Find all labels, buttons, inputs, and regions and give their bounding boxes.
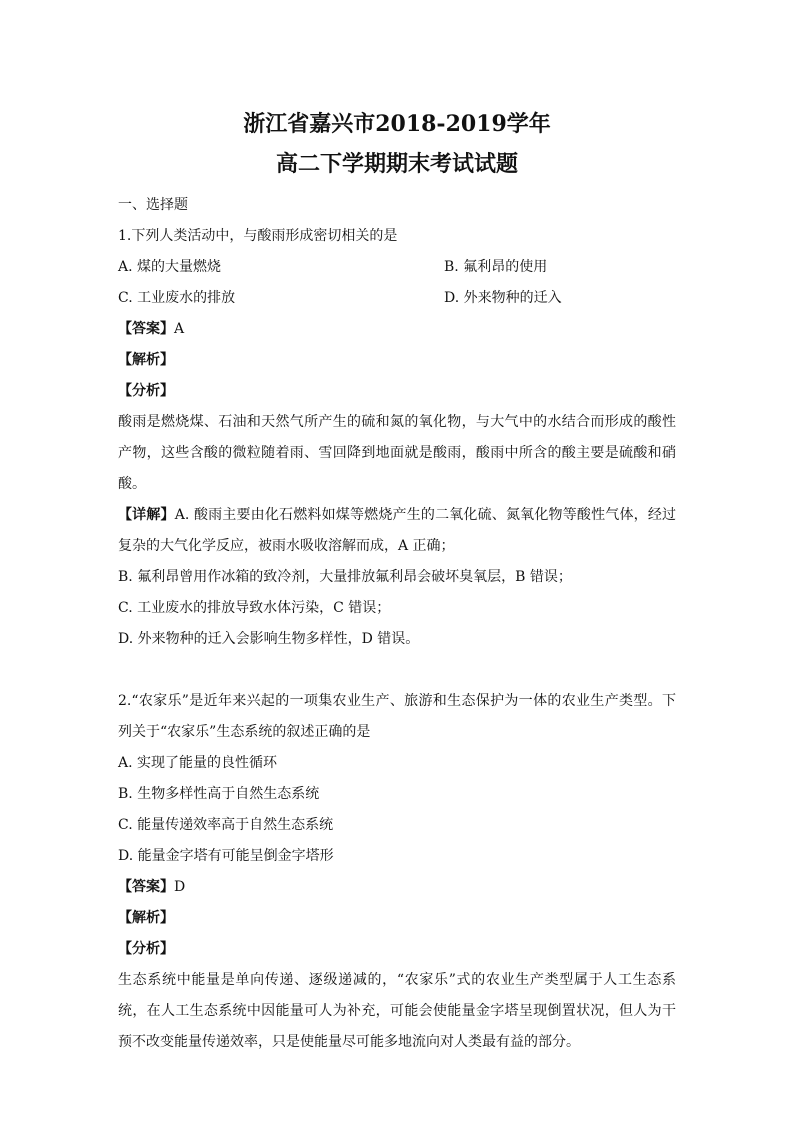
section-heading: 一、选择题 [118, 197, 188, 213]
q2-stem: 2.“农家乐”是近年来兴起的一项集农业生产、旅游和生态保护为一体的农业生产类型。下列关于“农家乐”生态系统的叙述正确的是 [118, 693, 676, 740]
q2-answer [118, 872, 676, 903]
q1-option-c: C. 工业废水的排放 [118, 290, 236, 306]
q1-option-b: B. 氟利昂的使用 [444, 259, 548, 275]
spacer [118, 655, 676, 686]
q1-stem: 1.下列人类活动中，与酸雨形成密切相关的是 [118, 228, 398, 244]
q1-option-a: A. 煤的大量燃烧 [118, 259, 222, 275]
q1-answer-label: 【答案】 [118, 321, 174, 337]
q2-option-d: D. 能量金字塔有可能呈倒金字塔形 [118, 848, 334, 864]
q1-detail-label: 【详解】 [118, 507, 175, 523]
q1-answer-value: A [174, 321, 185, 337]
q2-fenxi-text: 生态系统中能量是单向传递、逐级递减的，“农家乐”式的农业生产类型属于人工生态系统，在人工生态系统中因能量可人为补充，可能会使能量金字塔呈现倒置状况，但人为干预不改变能量传递效率，只是使能量尽可能多地流向对人类最有益的部分。 [118, 972, 676, 1050]
q1-detail [118, 500, 676, 562]
q2-answer-label: 【答案】 [118, 879, 174, 895]
q2-analysis-label: 【解析】 [118, 910, 174, 926]
q2-answer-value: D [174, 879, 186, 895]
q1-fenxi-text: 酸雨是燃烧煤、石油和天然气所产生的硫和氮的氧化物，与大气中的水结合而形成的酸性产物，这些含酸的微粒随着雨、雪回降到地面就是酸雨，酸雨中所含的酸主要是硫酸和硝酸。 [118, 414, 676, 492]
title-line-2: 高二下学期期末考试试题 [275, 151, 518, 177]
q2-option-a: A. 实现了能量的良性循环 [118, 755, 278, 771]
q1-detail-b: B. 氟利昂曾用作冰箱的致冷剂，大量排放氟利昂会破坏臭氧层，B 错误； [118, 569, 572, 585]
title-line-1: 浙江省嘉兴市2018-2019学年 [243, 111, 551, 137]
q1-option-d: D. 外来物种的迁入 [444, 290, 562, 306]
q2-fenxi-label: 【分析】 [118, 941, 174, 957]
q1-detail-text: A. 酸雨主要由化石燃料如煤等燃烧产生的二氧化硫、氮氧化物等酸性气体，经过复杂的大气化学反应，被雨水吸收溶解而成，A 正确； [118, 507, 677, 554]
q1-options-row-2 [118, 283, 676, 314]
q1-detail-d: D. 外来物种的迁入会影响生物多样性，D 错误。 [118, 631, 420, 647]
q1-answer [118, 314, 676, 345]
q1-fenxi-label: 【分析】 [118, 383, 174, 399]
q2-option-c: C. 能量传递效率高于自然生态系统 [118, 817, 334, 833]
q1-analysis-label: 【解析】 [118, 352, 174, 368]
q1-options-row-1 [118, 252, 676, 283]
q2-option-b: B. 生物多样性高于自然生态系统 [118, 786, 320, 802]
q1-detail-c: C. 工业废水的排放导致水体污染，C 错误； [118, 600, 391, 616]
